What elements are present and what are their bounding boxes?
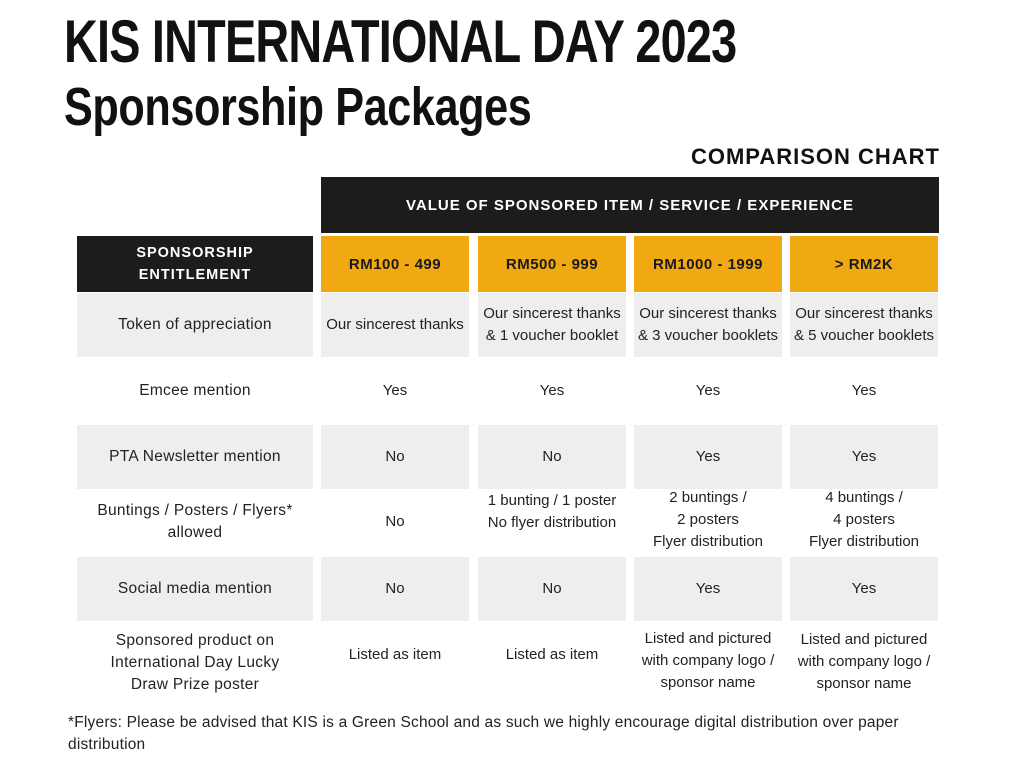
row-buntings-tier-1: No bbox=[385, 513, 405, 530]
row-label-token: Token of appreciation bbox=[77, 293, 313, 357]
row-token-tier-1: Our sincerest thanks bbox=[321, 293, 469, 357]
row-social-tier-3: Yes bbox=[634, 557, 782, 621]
row-buntings-tier-2: 1 bunting / 1 poster No flyer distribution bbox=[487, 492, 617, 531]
row-lucky-draw-tier-2: Listed as item bbox=[505, 646, 599, 663]
page-subtitle: Sponsorship Packages bbox=[64, 77, 532, 137]
row-lucky-draw-tier-1: Listed as item bbox=[348, 646, 442, 663]
value-header: VALUE OF SPONSORED ITEM / SERVICE / EXPERIENCE bbox=[321, 177, 939, 233]
row-label-buntings: Buntings / Posters / Flyers* allowed bbox=[97, 502, 293, 541]
row-label-social: Social media mention bbox=[77, 557, 313, 621]
row-social-tier-1: No bbox=[321, 557, 469, 621]
comparison-chart-label: COMPARISON CHART bbox=[690, 144, 940, 169]
row-lucky-draw-tier-4: Listed and pictured with company logo / sponsor name bbox=[797, 631, 931, 692]
row-newsletter-tier-4: Yes bbox=[790, 425, 938, 489]
tier-header-2: RM500 - 999 bbox=[478, 236, 626, 292]
row-newsletter-tier-3: Yes bbox=[634, 425, 782, 489]
row-social-tier-4: Yes bbox=[790, 557, 938, 621]
page-title: KIS INTERNATIONAL DAY 2023 bbox=[64, 8, 737, 75]
row-emcee-tier-3: Yes bbox=[695, 382, 721, 399]
row-newsletter-tier-1: No bbox=[321, 425, 469, 489]
row-label-emcee: Emcee mention bbox=[139, 382, 251, 399]
row-newsletter-tier-2: No bbox=[478, 425, 626, 489]
row-label-lucky-draw: Sponsored product on International Day Lucky Draw Prize poster bbox=[110, 632, 280, 693]
row-buntings-tier-4: 4 buntings / 4 posters Flyer distribution bbox=[808, 489, 920, 550]
row-emcee-tier-4: Yes bbox=[851, 382, 877, 399]
footnote: *Flyers: Please be advised that KIS is a Green School and as such we highly encourage digital distribution over paper distribution bbox=[68, 714, 899, 753]
row-lucky-draw-tier-3: Listed and pictured with company logo / sponsor name bbox=[641, 630, 775, 691]
row-token-tier-4: Our sincerest thanks & 5 voucher booklets bbox=[790, 293, 938, 357]
row-social-tier-2: No bbox=[478, 557, 626, 621]
tier-header-4: > RM2K bbox=[790, 236, 938, 292]
tier-header-3: RM1000 - 1999 bbox=[634, 236, 782, 292]
row-token-tier-3: Our sincerest thanks & 3 voucher booklets bbox=[634, 293, 782, 357]
entitlement-header: SPONSORSHIP ENTITLEMENT bbox=[77, 236, 313, 292]
row-emcee-tier-1: Yes bbox=[382, 382, 408, 399]
row-label-newsletter: PTA Newsletter mention bbox=[77, 425, 313, 489]
row-buntings-tier-3: 2 buntings / 2 posters Flyer distribution bbox=[652, 489, 764, 550]
tier-header-1: RM100 - 499 bbox=[321, 236, 469, 292]
row-token-tier-2: Our sincerest thanks & 1 voucher booklet bbox=[478, 293, 626, 357]
row-emcee-tier-2: Yes bbox=[539, 382, 565, 399]
